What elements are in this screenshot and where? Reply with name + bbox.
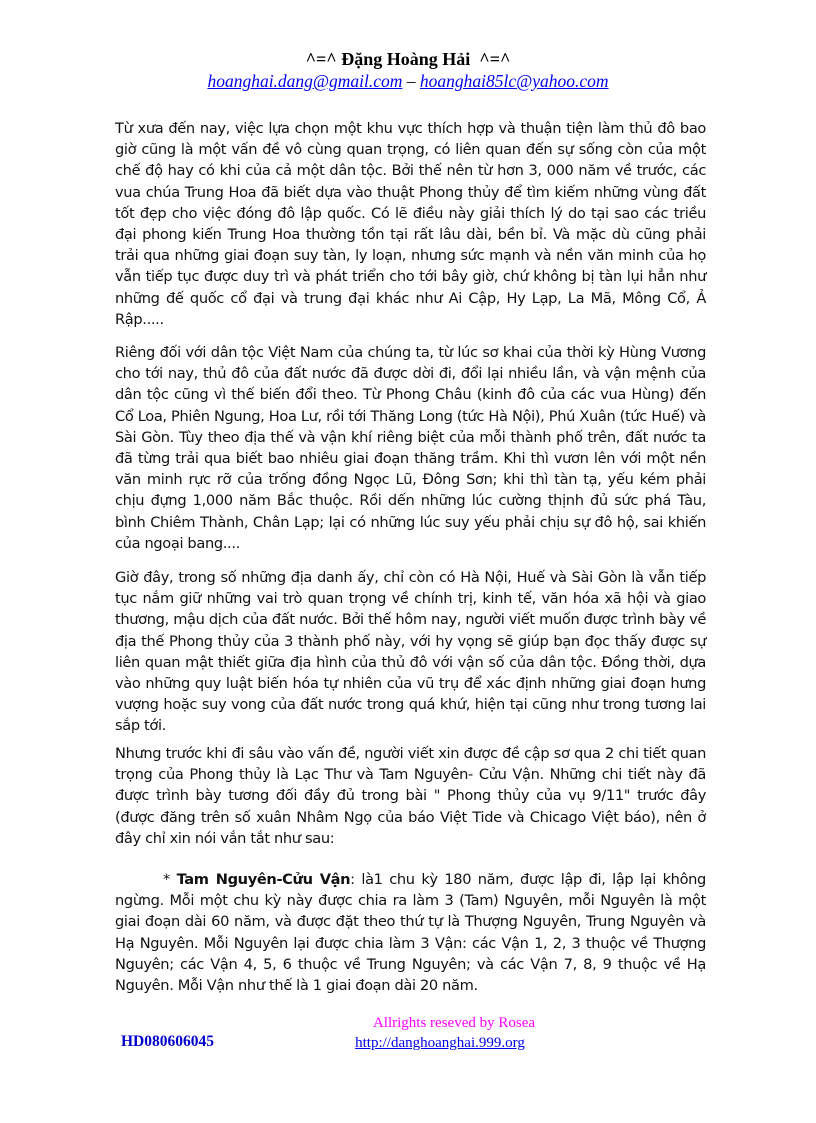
paragraph-text: Nhưng trước khi đi sâu vào vấn đề, người viết xin được đề cập sơ qua 2 chi tiết quan trọng của Phong thủy là Lạc Thư và Tam Nguyên- Cửu Vận. Những chi tiết này đã được trình bày tương đối đầy đủ trong bài " Phong thủy của vụ 9/11" trước đây (được đăng trên số xuân Nhâm Ngọ của báo Việt Tide và Chicago Việt báo), nên ở đây chỉ xin nói vắn tắt như sau:: [115, 745, 706, 847]
paragraph-text: Riêng đối với dân tộc Việt Nam của chúng ta, từ lúc sơ khai của thời kỳ Hùng Vương cho tới nay, thủ đô của đất nước đã được dời đi, đổi lại nhiều lần, và vận mệnh của dân tộc cũng vì thế biến đổi theo. Từ Phong Châu (kinh đô của các vua Hùng) đến Cổ Loa, Phiên Ngung, Hoa Lư, rồi tới Thăng Long (tức Hà Nội), Phú Xuân (tức Huế) và Sài Gòn. Tùy theo địa thế và vận khí riêng biệt của mỗi thành phố trên, đất nước ta đã từng trải qua biết bao nhiêu giai đoạn thăng trầm. Khi thì vươn lên với một nền văn minh rực rỡ của trống đồng Ngọc Lũ, Đông Sơn; khi thì tàn tạ, yếu kém phải chịu đựng 1,000 năm Bắc thuộc. Rồi dến những lúc cường thịnh đủ sức phá Tàu, bình Chiêm Thành, Chân Lạp; lại có những lúc suy yếu phải chịu sự đô hộ, sai khiến của ngoại bang....: [115, 344, 706, 552]
rights-notice: Allrights reseved by Rosea: [372, 1015, 536, 1031]
bullet-text: : là1 chu kỳ 180 năm, được lập đi, lập lại không ngừng. Mỗi một chu kỳ này được chia ra làm 3 (Tam) Nguyên, mỗi Nguyên là một giai đoạn dài 60 năm, và được đặt theo thứ tự là Thượng Nguyên, Trung Nguyên và Hạ Nguyên. Mỗi Nguyên lại được chia làm 3 Vận: các Vận 1, 2, 3 thuộc về Thượng Nguyên; các Vận 4, 5, 6 thuộc về Trung Nguyên; và các Vận 7, 8, 9 thuộc về Hạ Nguyên. Mỗi Vận như thế là 1 giai đoạn dài 20 năm.: [115, 871, 706, 995]
document-id: HD080606045: [121, 1033, 214, 1050]
bullet-paragraph: [115, 869, 706, 996]
document-header: [0, 48, 816, 92]
author-title: ^=^ Đặng Hoàng Hải ^=^: [305, 49, 511, 69]
paragraph-text: Từ xưa đến nay, việc lựa chọn một khu vực thích hợp và thuận tiện làm thủ đô bao giờ cũng là một vấn đề vô cùng quan trọng, có liên quan đến sự sống còn của một chế độ hay có khi của cả một dân tộc. Bởi thế nên từ hơn 3, 000 năm về trước, các vua chúa Trung Hoa đã biết dựa vào thuật Phong thủy để tìm kiếm những vùng đất tốt đẹp cho việc đóng đô lập quốc. Có lẽ điều này giải thích lý do tại sao các triều đại phong kiến Trung Hoa thường tồn tại rất lâu dài, bền bỉ. Và mặc dù cũng phải trải qua những giai đoạn suy tàn, ly loạn, nhưng sức mạnh và nền văn minh của họ vẫn tiếp tục được duy trì và phát triển cho tới bây giờ, chứ không bị tàn lụi hẳn như những đế quốc cổ đại và trung đại khác như Ai Cập, Hy Lạp, La Mã, Mông Cổ, Ả Rập.....: [115, 120, 706, 328]
author-emails: [0, 70, 816, 92]
email-separator: –: [402, 71, 420, 91]
email-link-yahoo[interactable]: hoanghai85lc@yahoo.com: [419, 71, 609, 91]
paragraph-text: Giờ đây, trong số những địa danh ấy, chỉ còn có Hà Nội, Huế và Sài Gòn là vẫn tiếp tục nắm giữ những vai trò quan trọng về chính trị, kinh tế, văn hóa xã hội và giao thương, mậu dịch của đất nước. Bởi thế hôm nay, người viết muốn được trình bày về địa thế Phong thủy của 3 thành phố này, với hy vọng sẽ giúp bạn đọc thấy được sự liên quan mật thiết giữa địa hình của thủ đô với vận số của dân tộc. Đồng thời, dựa vào những quy luật biến hóa tự nhiên của vũ trụ để xác định những giai đoạn hưng vượng hoặc suy vong của đất nước trong quá khứ, hiện tại cũng như trong tương lai sắp tới.: [115, 569, 706, 735]
footer-credits: [330, 1013, 550, 1053]
paragraph-lac-thu-intro: [115, 743, 706, 849]
bullet-tam-nguyen-cuu-van: [115, 869, 706, 996]
paragraph-intro: [115, 118, 706, 330]
bullet-term: Tam Nguyên-Cửu Vận: [176, 871, 351, 888]
bullet-indent: [115, 871, 163, 888]
bullet-marker: *: [163, 871, 177, 888]
paragraph-three-cities: [115, 567, 706, 737]
email-link-gmail[interactable]: hoanghai.dang@gmail.com: [207, 71, 403, 91]
paragraph-vietnam-capitals: [115, 342, 706, 554]
website-link[interactable]: http://danghoanghai.999.org: [355, 1035, 525, 1051]
